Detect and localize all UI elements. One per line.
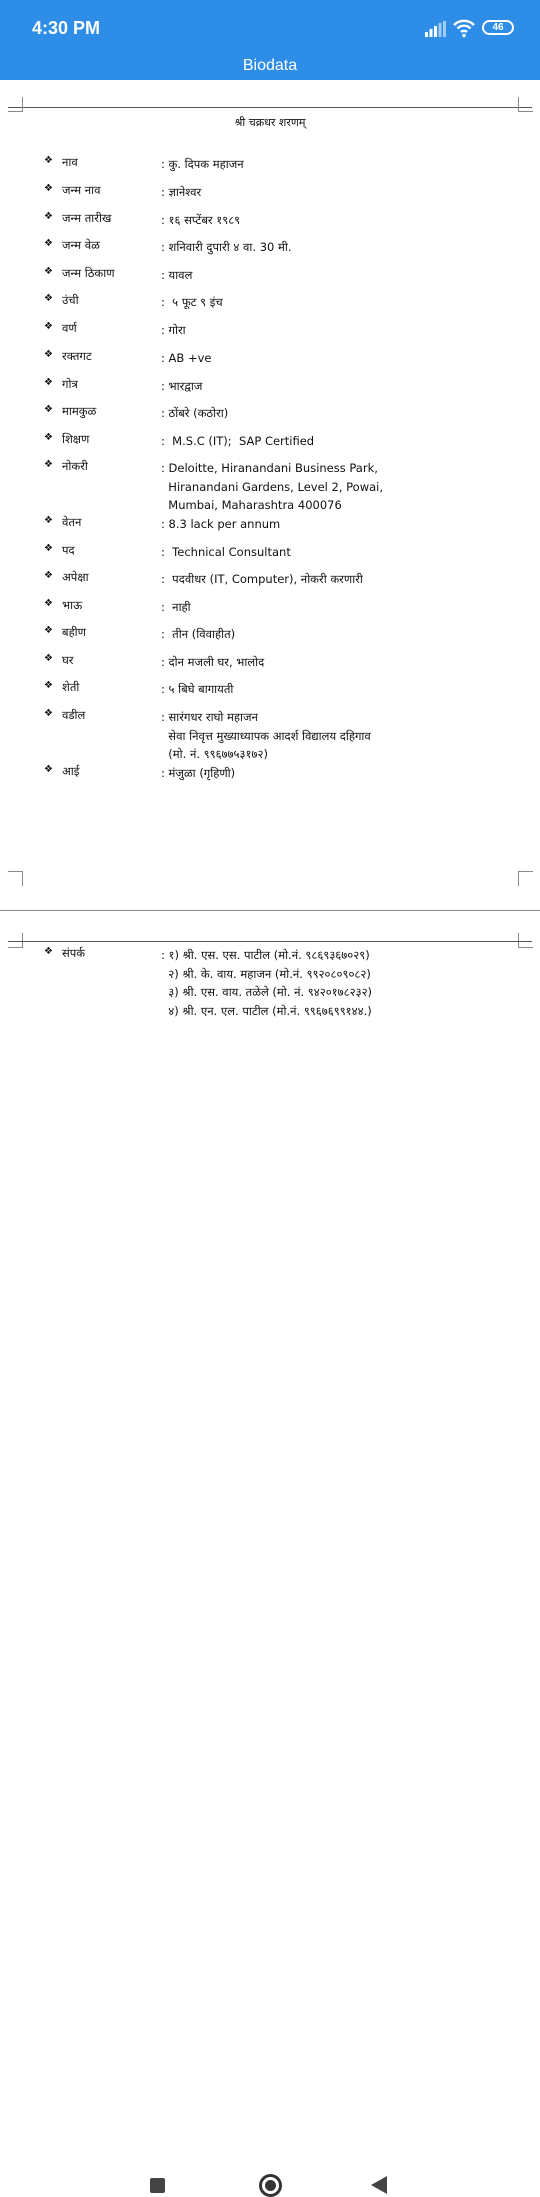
field-label: उंची — [62, 293, 79, 307]
home-button[interactable] — [259, 2174, 282, 2197]
field-value: : AB +ve — [161, 351, 212, 365]
field-label: गोत्र — [62, 377, 78, 391]
page-top-rule — [8, 941, 532, 942]
battery-icon: 46 — [482, 20, 514, 35]
recent-apps-button[interactable] — [150, 2178, 165, 2193]
field-label: बहीण — [62, 625, 86, 639]
bullet-icon: ❖ — [44, 708, 53, 719]
field-value: : ठोंबरे (कठोरा) — [161, 406, 229, 420]
field-value: : भारद्वाज — [161, 379, 203, 393]
field-value: : ज्ञानेश्वर — [161, 185, 202, 199]
bullet-icon: ❖ — [44, 653, 53, 664]
field-label: नोकरी — [62, 459, 88, 473]
contact-label: संपर्क — [62, 946, 86, 960]
page-corner-mark — [518, 871, 533, 886]
system-nav-bar — [0, 1080, 540, 1140]
bullet-icon: ❖ — [44, 349, 53, 360]
field-value: : 8.3 lack per annum — [161, 517, 281, 531]
field-label: आई — [62, 764, 80, 778]
page-break-rule — [0, 910, 540, 911]
signal-icon — [425, 21, 447, 37]
bullet-icon: ❖ — [44, 570, 53, 581]
field-value: : पदवीधर (IT, Computer), नोकरी करणारी — [161, 572, 363, 586]
field-value: : नाही — [161, 600, 191, 614]
field-value: : सारंगधर राघो महाजन सेवा निवृत्त मुख्याध्यापक आदर्श विद्यालय दहिगाव (मो. नं. ९९६७७५३१७२) — [161, 710, 371, 761]
bullet-icon: ❖ — [44, 211, 53, 222]
field-value: : मंजुळा (गृहिणी) — [161, 766, 236, 780]
field-value: : १६ सप्टेंबर १९८९ — [161, 213, 241, 227]
bullet-icon: ❖ — [44, 515, 53, 526]
field-value: : M.S.C (IT); SAP Certified — [161, 434, 315, 448]
field-label: अपेक्षा — [62, 570, 89, 584]
field-label: शेती — [62, 680, 80, 694]
document-heading: श्री चक्रधर शरणम् — [234, 116, 306, 129]
field-label: जन्म तारीख — [62, 211, 112, 225]
field-label: भाऊ — [62, 598, 83, 612]
field-value: : शनिवारी दुपारी ४ वा. 30 मी. — [161, 240, 292, 254]
bullet-icon: ❖ — [44, 266, 53, 277]
app-header — [0, 0, 540, 80]
field-value: : ५ फूट ९ इंच — [161, 295, 223, 309]
bullet-icon: ❖ — [44, 625, 53, 636]
bullet-icon: ❖ — [44, 946, 53, 957]
bullet-icon: ❖ — [44, 155, 53, 166]
bullet-icon: ❖ — [44, 377, 53, 388]
field-value: : तीन (विवाहीत) — [161, 627, 236, 641]
field-label: वडील — [62, 708, 86, 722]
field-label: वेतन — [62, 515, 82, 529]
field-label: पद — [62, 543, 75, 557]
bullet-icon: ❖ — [44, 764, 53, 775]
page-top-rule — [8, 107, 532, 108]
field-label: घर — [62, 653, 74, 667]
app-title: Biodata — [242, 57, 298, 74]
field-value: : दोन मजली घर, भालोद — [161, 655, 265, 669]
page-corner-mark — [518, 97, 533, 112]
field-value: : गोरा — [161, 323, 186, 337]
field-label: जन्म नाव — [62, 183, 101, 197]
field-label: वर्ण — [62, 321, 77, 335]
bullet-icon: ❖ — [44, 680, 53, 691]
contact-value: : १) श्री. एस. एस. पाटील (मो.नं. ९८६९३६७०२९) २) श्री. के. वाय. महाजन (मो.नं. ९९२०८०९०८२) ३) श्री. एस. वाय. तळेले (मो. नं. ९४२०१७८२३२) ४) श्री. एन. एल. पाटील (मो.नं. ९९६७६९९१४४.) — [161, 948, 373, 1018]
field-label: रक्तगट — [62, 349, 92, 363]
bullet-icon: ❖ — [44, 238, 53, 249]
page-corner-mark — [8, 97, 23, 112]
wifi-icon — [452, 18, 476, 38]
field-label: जन्म ठिकाण — [62, 266, 115, 280]
bullet-icon: ❖ — [44, 459, 53, 470]
field-value: : यावल — [161, 268, 193, 282]
back-button[interactable] — [371, 2176, 387, 2194]
field-label: नाव — [62, 155, 78, 169]
bullet-icon: ❖ — [44, 321, 53, 332]
bullet-icon: ❖ — [44, 404, 53, 415]
bullet-icon: ❖ — [44, 543, 53, 554]
bullet-icon: ❖ — [44, 598, 53, 609]
field-label: जन्म वेळ — [62, 238, 100, 252]
field-label: मामकुळ — [62, 404, 97, 418]
field-value: : ५ बिघे बागायती — [161, 682, 234, 696]
field-value: : Technical Consultant — [161, 545, 291, 559]
field-value: : Deloitte, Hiranandani Business Park, Hiranandani Gardens, Level 2, Powai, Mumbai, Maharashtra 400076 — [161, 461, 383, 512]
bullet-icon: ❖ — [44, 293, 53, 304]
bullet-icon: ❖ — [44, 183, 53, 194]
field-label: शिक्षण — [62, 432, 90, 446]
page-corner-mark — [8, 871, 23, 886]
status-time: 4:30 PM — [32, 18, 101, 38]
field-value: : कु. दिपक महाजन — [161, 157, 244, 171]
bullet-icon: ❖ — [44, 432, 53, 443]
